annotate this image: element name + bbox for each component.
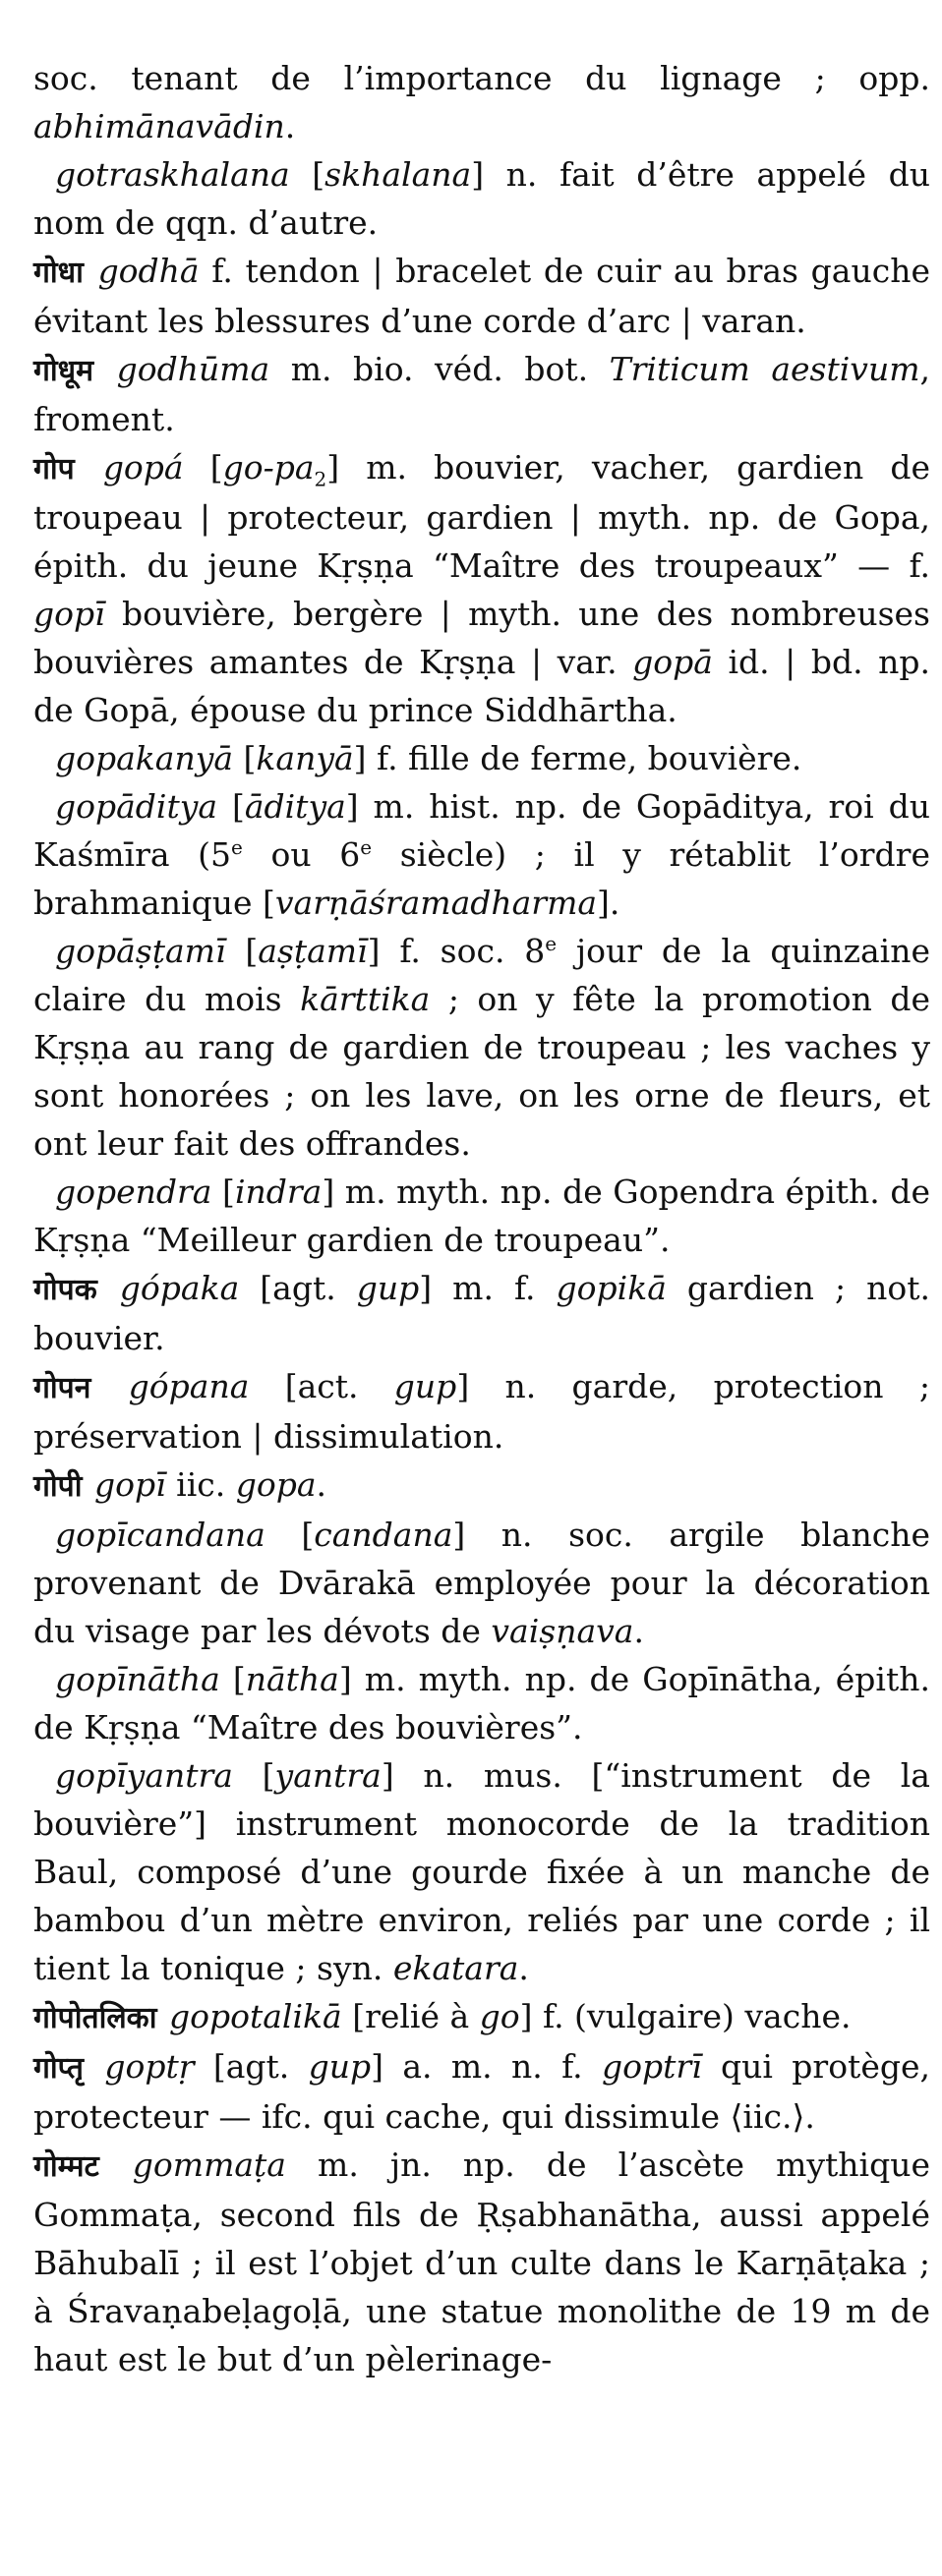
- entry-text: m. bio. véd. bot.: [269, 350, 610, 388]
- entry-text: .: [518, 1949, 529, 1987]
- italic-term: gotraskhalana: [55, 155, 290, 194]
- entry-text: ] f. (vulgaire) vache.: [519, 1997, 852, 2035]
- italic-term: abhimānavādin: [33, 107, 285, 145]
- entry-text: , froment.: [33, 350, 930, 438]
- entry-text: [101, 2146, 133, 2184]
- devanagari-headword: गोप: [33, 452, 75, 487]
- entry-text: ] m. myth. np. de Gopendra épith. de Kṛṣṇa “Meilleur gardien de troupeau”.: [33, 1173, 930, 1259]
- entry-text: [159, 1997, 170, 2035]
- entry-text: [: [289, 155, 325, 194]
- devanagari-headword: गोप्तृ: [33, 2051, 84, 2086]
- italic-term: gopīnātha: [55, 1660, 220, 1698]
- entry-text: [77, 448, 103, 487]
- sub-entry: [33, 1655, 930, 1751]
- italic-term: kanyā: [256, 739, 354, 777]
- entry-text: [92, 1367, 128, 1405]
- italic-term: godhūma: [116, 350, 270, 388]
- entry-text: .: [633, 1612, 644, 1650]
- italic-term: kārttika: [300, 980, 431, 1018]
- entry-text: e: [360, 835, 373, 859]
- italic-term: gup: [356, 1269, 420, 1307]
- devanagari-headword: गोपन: [33, 1371, 91, 1405]
- entry-text: [: [265, 1516, 315, 1554]
- entry-text: ] m. f.: [419, 1269, 557, 1307]
- entry-text: id. | bd. np. de Gopā, épouse du prince Siddhārtha.: [33, 643, 930, 729]
- entry-text: gardien ; not. bouvier.: [33, 1269, 930, 1357]
- italic-term: gopendra: [55, 1173, 212, 1211]
- entry-text: ] f. soc. 8: [367, 932, 546, 970]
- italic-term: gopāṣṭamī: [55, 932, 226, 970]
- entry-text: [99, 1269, 120, 1307]
- sub-entry: [33, 782, 930, 927]
- sub-entry: [33, 1511, 930, 1655]
- italic-term: gup: [393, 1367, 457, 1405]
- entry-text: [: [219, 1660, 246, 1698]
- italic-term: gopī: [33, 595, 105, 633]
- entry-text: [86, 2047, 104, 2086]
- dictionary-entry: [33, 1460, 930, 1511]
- entry-text: ] n. garde, protection ; préservation | dissimulation.: [33, 1367, 930, 1456]
- italic-term: go-pa: [222, 448, 315, 487]
- entry-text: [: [217, 787, 245, 826]
- devanagari-headword: गोपी: [33, 1469, 83, 1504]
- dictionary-entries: [33, 54, 930, 2383]
- dictionary-entry: [33, 2141, 930, 2383]
- entry-text: ou 6: [242, 835, 361, 874]
- italic-term: yantra: [274, 1756, 382, 1795]
- entry-text: ] m. bouvier, vacher, gardien de troupeau | protecteur, gardien | myth. np. de Gopa, épith. du jeune Kṛṣṇa “Maître des troupeaux” — f.: [33, 448, 930, 585]
- entry-text: [: [225, 932, 259, 970]
- italic-term: gopīcandana: [55, 1516, 265, 1554]
- italic-term: Triticum aestivum: [609, 350, 920, 388]
- entry-text: soc. tenant de l’importance du lignage ; opp.: [33, 59, 930, 97]
- italic-term: aṣṭamī: [258, 932, 368, 970]
- italic-term: gopikā: [556, 1269, 667, 1307]
- sub-entry: [33, 927, 930, 1168]
- italic-term: gopā: [632, 643, 713, 681]
- italic-term: gopa: [235, 1465, 317, 1504]
- entry-text: 2: [314, 467, 327, 491]
- dictionary-entry: [33, 247, 930, 345]
- entry-text: bouvière, bergère | myth. une des nombreuses bouvières amantes de Kṛṣṇa | var.: [33, 595, 930, 681]
- italic-term: candana: [314, 1516, 453, 1554]
- italic-term: gopāditya: [55, 787, 218, 826]
- dictionary-entry: [33, 1992, 930, 2042]
- italic-term: ekatara: [392, 1949, 519, 1987]
- entry-text: [: [232, 1756, 275, 1795]
- entry-text: .: [316, 1465, 327, 1504]
- entry-text: [84, 1465, 94, 1504]
- entry-text: qui protège, protecteur — ifc. qui cache, qui dissimule ⟨iic.⟩.: [33, 2047, 930, 2136]
- sub-entry: [33, 1751, 930, 1992]
- entry-text: ; on y fête la promotion de Kṛṣṇa au rang de gardien de troupeau ; les vaches y sont honorées ; on les lave, on les orne de fleurs, et ont leur fait des offrandes.: [33, 980, 930, 1163]
- sub-entry: [33, 1168, 930, 1264]
- entry-text: e: [231, 835, 243, 859]
- entry-text: ] m. myth. np. de Gopīnātha, épith. de Kṛṣṇa “Maître des bouvières”.: [33, 1660, 930, 1746]
- entry-text: ] n. fait d’être appelé du nom de qqn. d’autre.: [33, 155, 930, 242]
- italic-term: gopá: [102, 448, 184, 487]
- italic-term: gópaka: [119, 1269, 240, 1307]
- entry-text: ] a. m. n. f.: [371, 2047, 602, 2086]
- entry-text: [: [211, 1173, 235, 1211]
- italic-term: go: [479, 1997, 520, 2035]
- entry-text: [95, 350, 117, 388]
- italic-term: gopakanyā: [55, 739, 234, 777]
- entry-text: ] n. soc. argile blanche provenant de Dvārakā employée pour la décoration du visage par les dévots de: [33, 1516, 930, 1650]
- entry-text: .: [284, 107, 296, 145]
- devanagari-headword: गोपोतलिका: [33, 2001, 157, 2035]
- dictionary-entry: [33, 54, 930, 150]
- italic-term: gópana: [128, 1367, 250, 1405]
- italic-term: goptṛ: [104, 2047, 195, 2086]
- italic-term: skhalana: [324, 155, 472, 194]
- sub-entry: [33, 150, 930, 247]
- dictionary-entry: [33, 1362, 930, 1460]
- italic-term: gopī: [93, 1465, 166, 1504]
- entry-text: [: [183, 448, 223, 487]
- entry-text: [agt.: [194, 2047, 309, 2086]
- entry-text: e: [545, 932, 558, 955]
- entry-text: iic.: [165, 1465, 236, 1504]
- devanagari-headword: गोधूम: [33, 354, 94, 388]
- entry-text: f. tendon | bracelet de cuir au bras gauche évitant les blessures d’une corde d’arc | varan.: [33, 252, 930, 340]
- sub-entry: [33, 734, 930, 782]
- entry-text: ] f. fille de ferme, bouvière.: [353, 739, 802, 777]
- entry-text: ] n. mus. [“instrument de la bouvière”] instrument monocorde de la tradition Baul, composé d’une gourde fixée à un manche de bambou d’un mètre environ, reliés par une corde ; il tient la tonique ; syn.: [33, 1756, 930, 1987]
- entry-text: jour de la quinzaine claire du mois: [33, 932, 930, 1018]
- entry-text: [agt.: [239, 1269, 357, 1307]
- entry-text: ] m. hist. np. de Gopāditya, roi du Kaśmīra (5: [33, 787, 930, 874]
- dictionary-entry: [33, 2042, 930, 2141]
- italic-term: goptrī: [601, 2047, 702, 2086]
- italic-term: varṇāśramadharma: [274, 884, 598, 922]
- italic-term: gopotalikā: [169, 1997, 342, 2035]
- dictionary-entry: [33, 345, 930, 443]
- italic-term: vaiṣṇava: [491, 1612, 634, 1650]
- devanagari-headword: गोम्मट: [33, 2149, 99, 2184]
- italic-term: nātha: [245, 1660, 339, 1698]
- entry-text: [act.: [249, 1367, 394, 1405]
- devanagari-headword: गोधा: [33, 256, 84, 290]
- italic-term: āditya: [244, 787, 346, 826]
- entry-text: [: [233, 739, 257, 777]
- italic-term: gommaṭa: [132, 2146, 286, 2184]
- entry-text: [relié à: [341, 1997, 480, 2035]
- entry-text: m. jn. np. de l’ascète mythique Gommaṭa, second fils de Ṛṣabhanātha, aussi appelé Bāhubalī ; il est l’objet d’un culte dans le Karṇāṭaka ; à Śravaṇabeḷagoḷā, une statue monolithe de 19 m de haut est le but d’un pèlerinage-: [33, 2146, 930, 2378]
- dictionary-entry: [33, 443, 930, 734]
- devanagari-headword: गोपक: [33, 1273, 97, 1307]
- italic-term: godhā: [97, 252, 200, 290]
- entry-text: [86, 252, 98, 290]
- entry-text: siècle) ; il y rétablit l’ordre brahmanique [: [33, 835, 930, 922]
- entry-text: ].: [597, 884, 620, 922]
- italic-term: indra: [234, 1173, 323, 1211]
- italic-term: gup: [308, 2047, 372, 2086]
- italic-term: gopīyantra: [55, 1756, 233, 1795]
- dictionary-entry: [33, 1264, 930, 1362]
